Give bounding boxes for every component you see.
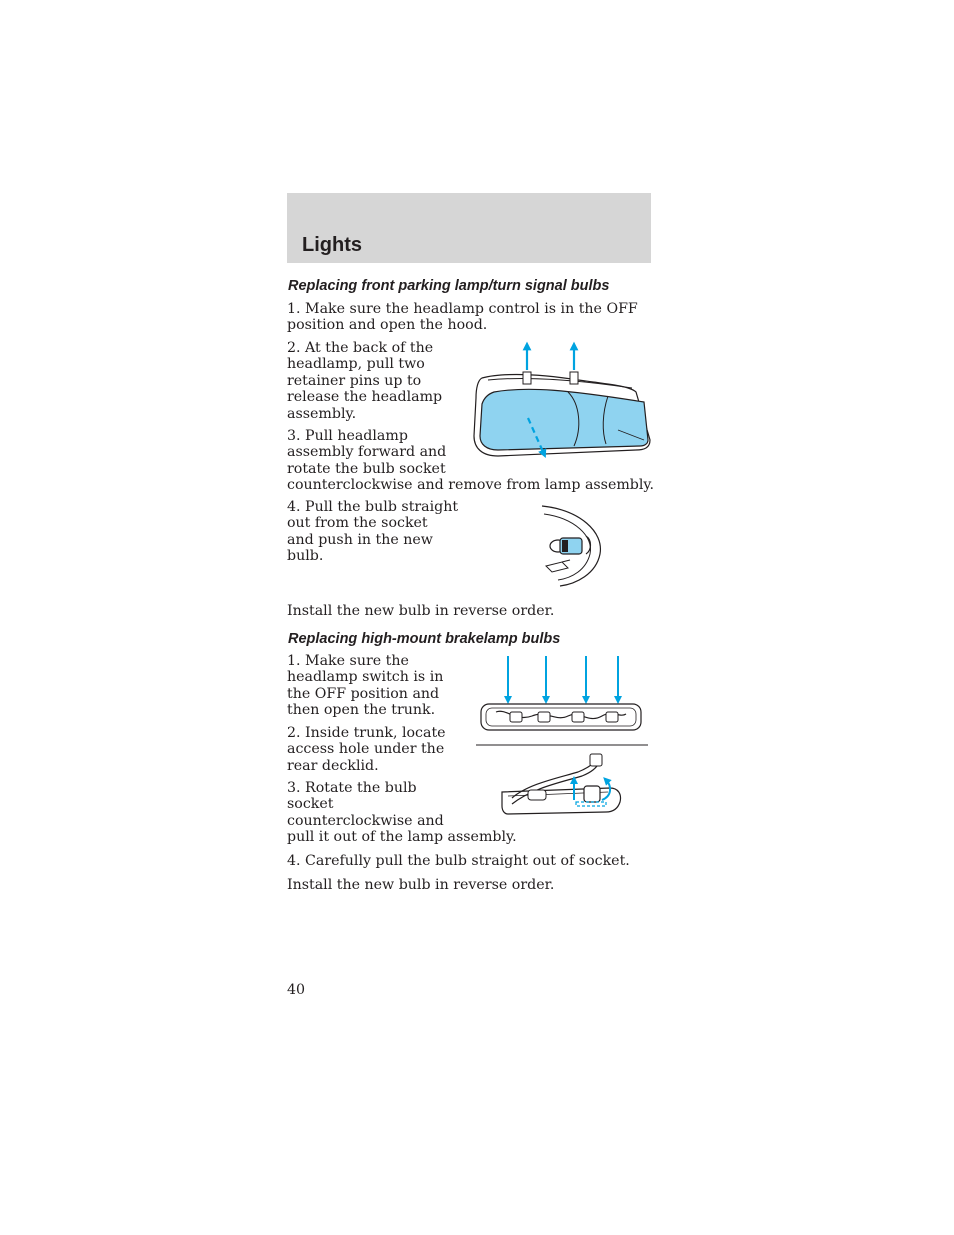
step-4-brakelamp: 4. Carefully pull the bulb straight out of socket. — [287, 853, 630, 869]
headlamp-assembly-illustration — [468, 340, 654, 464]
step-1-brakelamp — [287, 653, 443, 719]
line: out from the socket — [287, 515, 428, 532]
line: the OFF position and — [287, 685, 440, 702]
line: rotate the bulb socket — [287, 460, 446, 477]
header-band — [287, 193, 651, 263]
line: counterclockwise and remove from lamp assembly. — [287, 477, 655, 494]
line: rear decklid. — [287, 757, 379, 774]
page-number: 40 — [287, 982, 306, 998]
line: 2. Inside trunk, locate — [287, 725, 446, 741]
step-2-brakelamp — [287, 725, 446, 774]
line: release the headlamp — [287, 389, 443, 406]
line: counterclockwise and — [287, 812, 444, 829]
brakelamp-assembly-illustration — [476, 652, 648, 748]
line: access hole under the — [287, 741, 445, 758]
line: bulb. — [287, 548, 324, 565]
line: 4. Pull the bulb straight — [287, 499, 459, 515]
line: 1. Make sure the headlamp control is in the OFF — [287, 301, 638, 317]
line: 3. Pull headlamp — [287, 428, 408, 444]
line: then open the trunk. — [287, 702, 436, 719]
line: assembly forward and — [287, 444, 447, 461]
line: socket — [287, 796, 334, 813]
brakelamp-socket-illustration — [498, 752, 624, 820]
bulb-socket-illustration — [536, 502, 610, 588]
step-1-parking — [287, 301, 638, 334]
line: assembly. — [287, 405, 357, 422]
section-heading-brakelamp: Replacing high-mount brakelamp bulbs — [288, 631, 561, 647]
line: 3. Rotate the bulb — [287, 780, 417, 796]
line: 1. Make sure the — [287, 653, 409, 669]
step-3-brakelamp — [287, 780, 517, 846]
step-4-parking — [287, 499, 458, 565]
line: and push in the new — [287, 531, 433, 548]
line: position and open the hood. — [287, 317, 488, 334]
line: retainer pins up to — [287, 372, 422, 389]
page-title: Lights — [302, 234, 362, 256]
line: headlamp switch is in — [287, 669, 444, 686]
line: pull it out of the lamp assembly. — [287, 829, 517, 846]
section-heading-parking-lamp: Replacing front parking lamp/turn signal bulbs — [288, 278, 610, 294]
install-note-brakelamp: Install the new bulb in reverse order. — [287, 877, 555, 893]
line: 2. At the back of the — [287, 340, 434, 356]
install-note-parking: Install the new bulb in reverse order. — [287, 603, 555, 619]
line: headlamp, pull two — [287, 356, 425, 373]
step-2-parking — [287, 340, 442, 422]
